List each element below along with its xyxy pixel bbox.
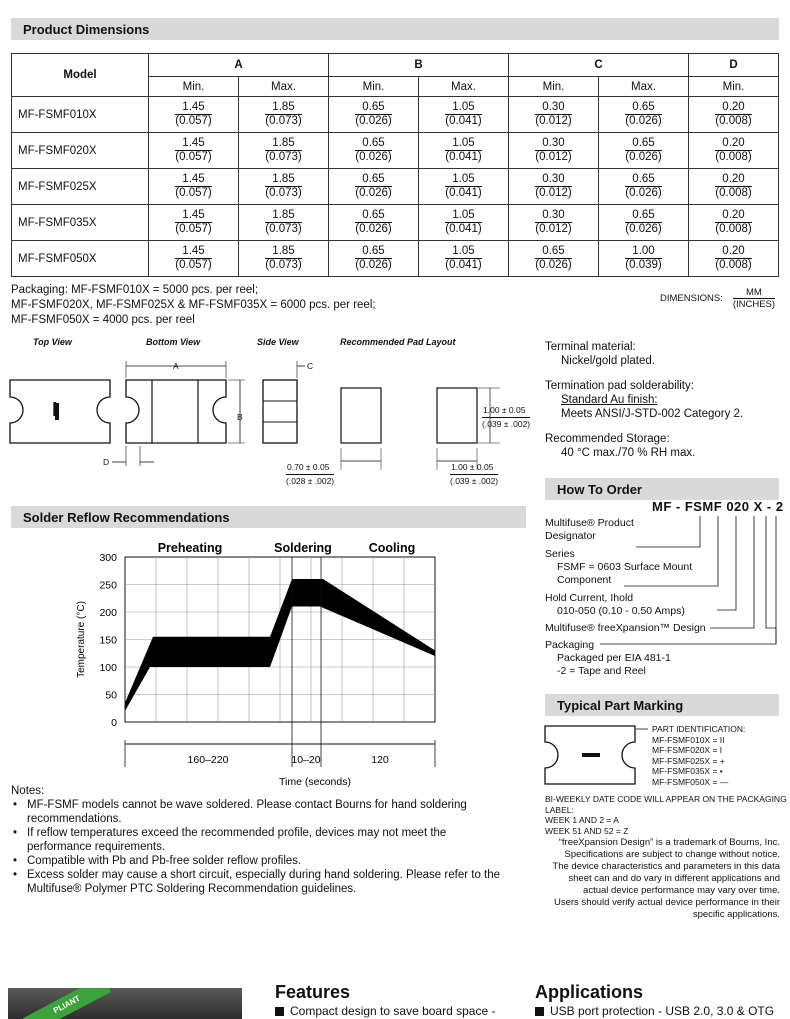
top-mark: I — [52, 399, 58, 421]
note-item: • Excess solder may cause a short circuit, especially during hand soldering. Please refer to the Multifuse® Polymer PTC Soldering Recommendation guidelines. — [11, 868, 511, 896]
pad-width1-dim: $\frac{0.70 \pm 0.05}{(.028 \pm .002)}$ — [286, 462, 335, 486]
inches-label: (INCHES) — [732, 299, 776, 310]
group-d-header: D — [689, 54, 779, 77]
dimension-cell: $\frac{1.05}{(0.041)}$ — [419, 133, 509, 169]
model-cell: MF-FSMF035X — [12, 205, 149, 241]
marking-list: PART IDENTIFICATION: MF-FSMF010X = II MF-FSMF020X = I MF-FSMF025X = + MF-FSMF035X = • MF-FSMF050X = — — [652, 724, 746, 787]
dimension-cell: $\frac{0.65}{(0.026)}$ — [329, 205, 419, 241]
packaging-line: Packaging: MF-FSMF010X = 5000 pcs. per reel; — [11, 284, 259, 296]
solderability-spec: Termination pad solderability: Standard Au finish: Meets ANSI/J-STD-002 Category 2. — [545, 380, 744, 420]
date-code-info: BI-WEEKLY DATE CODE WILL APPEAR ON THE PACKAGING LABEL: WEEK 1 AND 2 = A WEEK 51 AND 52 = Z — [545, 794, 787, 836]
compliant-badge: PLIANT — [23, 988, 111, 1019]
product-image — [8, 988, 242, 1019]
model-cell: MF-FSMF025X — [12, 169, 149, 205]
dimension-cell: $\frac{0.30}{(0.012)}$ — [509, 169, 599, 205]
group-b-header: B — [329, 54, 509, 77]
y-tick-label: 100 — [99, 662, 117, 674]
pad-height-dim: $\frac{1.00 \pm 0.05}{(.039 \pm .002)}$ — [482, 405, 531, 429]
applications-heading: Applications — [535, 982, 644, 1002]
max-header: Max. — [599, 77, 689, 97]
top-view-label: Top View — [33, 337, 72, 347]
bottom-view-label: Bottom View — [146, 337, 201, 347]
typical-marking-header: Typical Part Marking — [545, 694, 779, 716]
dimension-cell: $\frac{1.85}{(0.073)}$ — [239, 97, 329, 133]
dimension-cell: $\frac{0.65}{(0.026)}$ — [599, 97, 689, 133]
dimension-cell: $\frac{0.65}{(0.026)}$ — [599, 169, 689, 205]
model-cell: MF-FSMF050X — [12, 241, 149, 277]
dimension-cell: $\frac{1.85}{(0.073)}$ — [239, 241, 329, 277]
dim-c-label: C — [307, 361, 314, 371]
bottom-view-drawing — [112, 361, 245, 466]
side-view-drawing — [263, 361, 305, 443]
pad-layout-drawing — [341, 388, 500, 470]
pad-layout-label: Recommended Pad Layout — [340, 337, 456, 347]
table-row — [12, 205, 779, 241]
dimension-cell: $\frac{0.65}{(0.026)}$ — [329, 169, 419, 205]
dimension-cell: $\frac{1.05}{(0.041)}$ — [419, 169, 509, 205]
features-heading: Features — [275, 982, 351, 1002]
product-dimensions-header: Product Dimensions — [11, 18, 779, 40]
group-a-header: A — [149, 54, 329, 77]
model-cell: MF-FSMF020X — [12, 133, 149, 169]
dimension-cell: $\frac{0.65}{(0.026)}$ — [599, 133, 689, 169]
storage-spec: Recommended Storage: 40 °C max./70 % RH max. — [545, 433, 696, 459]
dimensions-legend — [660, 287, 775, 310]
duration-label: 120 — [371, 754, 389, 766]
solder-reflow-header: Solder Reflow Recommendations — [11, 506, 526, 528]
pad-width2-dim: $\frac{1.00 \pm 0.05}{(.039 \pm .002)}$ — [450, 462, 499, 486]
how-to-order-header: How To Order — [545, 478, 779, 500]
dimension-cell: $\frac{0.30}{(0.012)}$ — [509, 97, 599, 133]
max-header: Max. — [419, 77, 509, 97]
y-tick-label: 250 — [99, 579, 117, 592]
dimension-cell: $\frac{1.45}{(0.057)}$ — [149, 169, 239, 205]
dimension-cell: $\frac{0.30}{(0.012)}$ — [509, 133, 599, 169]
reflow-chart — [70, 535, 450, 790]
model-header: Model — [12, 54, 149, 97]
order-hold-current: Hold Current, Ihold 010-050 (0.10 - 0.50 Amps) — [545, 592, 685, 617]
y-tick-label: 50 — [105, 689, 117, 702]
y-tick-label: 200 — [99, 607, 117, 619]
y-tick-label: 150 — [99, 634, 117, 647]
order-code: MF - FSMF 020 X - 2 — [652, 499, 784, 514]
order-packaging: Packaging Packaged per EIA 481-1 -2 = Tape and Reel — [545, 639, 671, 677]
note-item: • MF-FSMF models cannot be wave soldered. Please contact Bourns for hand soldering recommendations. — [11, 798, 511, 826]
dimension-cell: $\frac{1.05}{(0.041)}$ — [419, 241, 509, 277]
order-series: Series FSMF = 0603 Surface Mount Component — [545, 548, 693, 586]
duration-label: 10–20 — [291, 754, 321, 766]
max-header: Max. — [239, 77, 329, 97]
dimension-cell: $\frac{1.45}{(0.057)}$ — [149, 97, 239, 133]
min-header: Min. — [329, 77, 419, 97]
dimension-cell: $\frac{0.65}{(0.026)}$ — [509, 241, 599, 277]
packaging-line: MF-FSMF050X = 4000 pcs. per reel — [11, 314, 195, 326]
model-cell: MF-FSMF010X — [12, 97, 149, 133]
dimension-cell: $\frac{1.45}{(0.057)}$ — [149, 133, 239, 169]
mm-label: MM — [733, 287, 775, 299]
dimension-cell: $\frac{1.05}{(0.041)}$ — [419, 205, 509, 241]
dim-a-label: A — [173, 361, 179, 371]
y-tick-label: 300 — [99, 552, 117, 564]
note-item: • Compatible with Pb and Pb-free solder reflow profiles. — [11, 854, 511, 868]
dimensions-table — [11, 53, 779, 277]
trademark-note: “freeXpansion Design” is a trademark of Bourns, Inc. Specifications are subject to change without notice. The device characteristics and parameters in this data sheet can and do vary in different applications and actual device performance may vary over time. Users should verify actual device performance in their specific applications. — [552, 837, 780, 920]
dimension-cell: $\frac{0.20}{(0.008)}$ — [689, 241, 779, 277]
feature-item: Compact design to save board space - — [275, 1004, 495, 1018]
dimension-cell: $\frac{1.45}{(0.057)}$ — [149, 205, 239, 241]
phase-preheat-label: Preheating — [157, 541, 223, 555]
phase-cool-label: Cooling — [368, 541, 416, 555]
dimension-cell: $\frac{1.85}{(0.073)}$ — [239, 205, 329, 241]
dimension-cell: $\frac{0.20}{(0.008)}$ — [689, 97, 779, 133]
order-design: Multifuse® freeXpansion™ Design — [545, 622, 706, 634]
min-header: Min. — [149, 77, 239, 97]
y-axis-label: Temperature (°C) — [76, 601, 87, 678]
dimension-cell: $\frac{1.05}{(0.041)}$ — [419, 97, 509, 133]
min-header: Min. — [509, 77, 599, 97]
dimension-cell: $\frac{0.65}{(0.026)}$ — [329, 97, 419, 133]
group-c-header: C — [509, 54, 689, 77]
dimension-cell: $\frac{1.85}{(0.073)}$ — [239, 133, 329, 169]
dimension-cell: $\frac{0.30}{(0.012)}$ — [509, 205, 599, 241]
table-row — [12, 169, 779, 205]
dimension-cell: $\frac{0.20}{(0.008)}$ — [689, 205, 779, 241]
dimension-cell: $\frac{0.20}{(0.008)}$ — [689, 169, 779, 205]
marking-drawing — [540, 720, 660, 790]
dimension-cell: $\frac{1.45}{(0.057)}$ — [149, 241, 239, 277]
notes — [11, 784, 511, 896]
dimension-cell: $\frac{1.85}{(0.073)}$ — [239, 169, 329, 205]
packaging-line: MF-FSMF020X, MF-FSMF025X & MF-FSMF035X = 6000 pcs. per reel; — [11, 299, 376, 311]
application-item: USB port protection - USB 2.0, 3.0 & OTG — [535, 1004, 774, 1018]
dim-d-label: D — [103, 457, 110, 467]
table-row — [12, 97, 779, 133]
x-axis-label: Time (seconds) — [279, 776, 351, 788]
phase-solder-label: Soldering — [274, 541, 332, 555]
top-view-drawing — [10, 380, 110, 443]
table-row — [12, 133, 779, 169]
packaging-info — [11, 283, 376, 328]
terminal-spec: Terminal material: Nickel/gold plated. — [545, 341, 655, 367]
dimensions-label: DIMENSIONS: — [660, 293, 723, 304]
side-view-label: Side View — [257, 337, 299, 347]
dimension-cell: $\frac{0.20}{(0.008)}$ — [689, 133, 779, 169]
dimension-cell: $\frac{0.65}{(0.026)}$ — [599, 205, 689, 241]
dimension-cell: $\frac{0.65}{(0.026)}$ — [329, 133, 419, 169]
dimension-cell: $\frac{0.65}{(0.026)}$ — [329, 241, 419, 277]
duration-label: 160–220 — [187, 754, 229, 766]
dimension-cell: $\frac{1.00}{(0.039)}$ — [599, 241, 689, 277]
y-tick-label: 0 — [111, 717, 117, 729]
dim-b-label: B — [237, 412, 243, 422]
order-multifuse: Multifuse® Product Designator — [545, 517, 634, 542]
min-header: Min. — [689, 77, 779, 97]
table-row — [12, 241, 779, 277]
note-item: • If reflow temperatures exceed the recommended profile, devices may not meet the performance requirements. — [11, 826, 511, 854]
notes-title: Notes: — [11, 785, 45, 797]
